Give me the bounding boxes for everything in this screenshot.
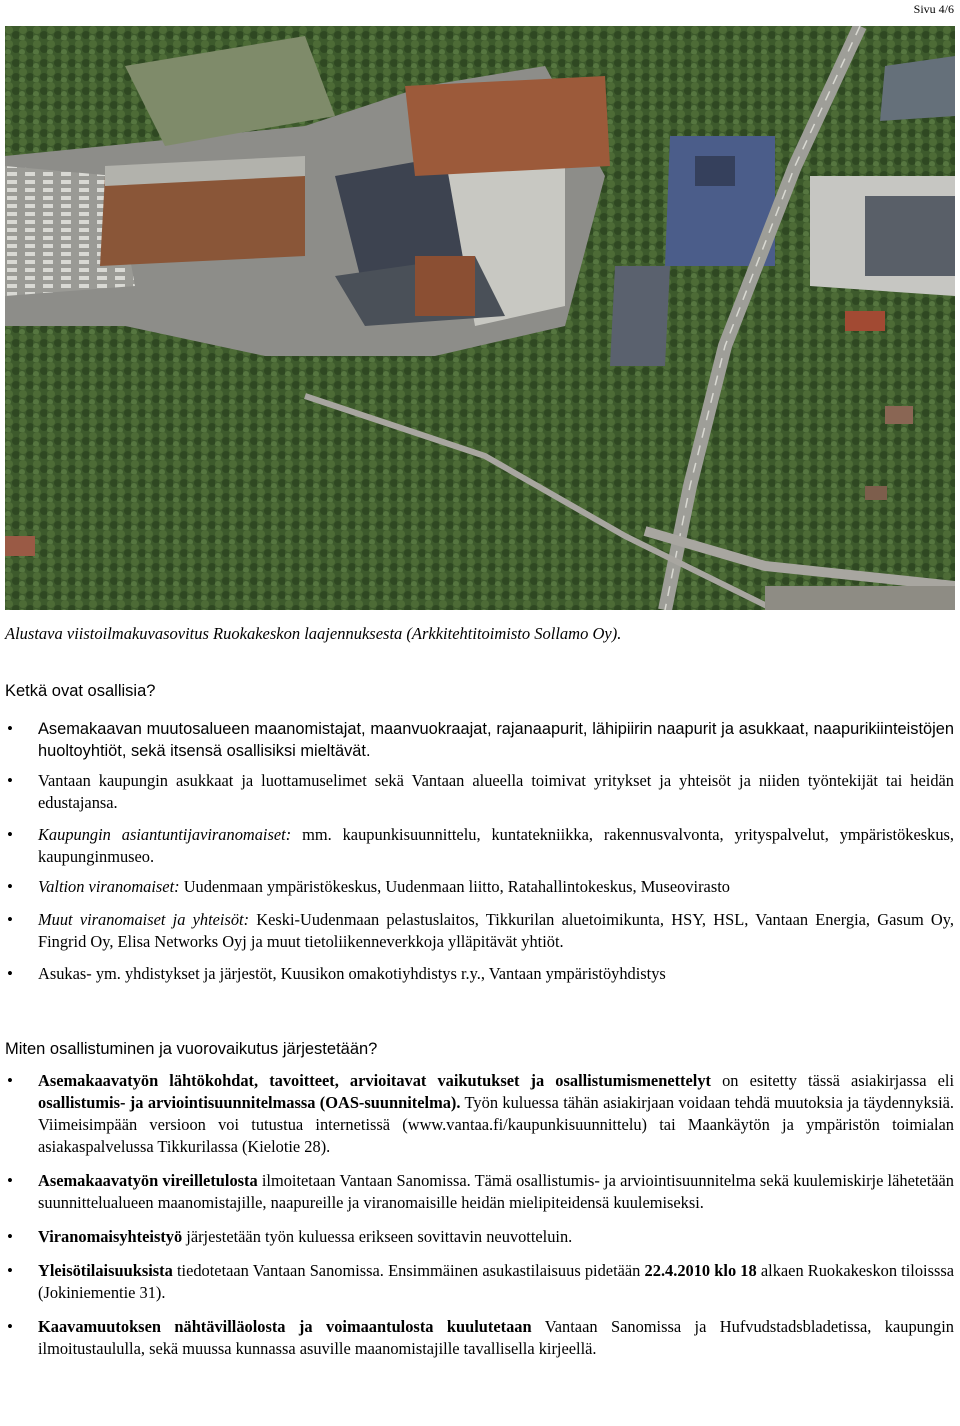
list-item xyxy=(0,876,954,898)
item-bold: Yleisötilaisuuksista xyxy=(38,1261,173,1280)
list-item xyxy=(0,770,954,814)
list-item xyxy=(0,963,954,985)
page-number: Sivu 4/6 xyxy=(913,2,954,16)
item-text: Vantaan kaupungin asukkaat ja luottamuselimet sekä Vantaan alueella toimivat yritykset ja yhteisöt ja niiden työntekijät tai heidän edustajansa. xyxy=(38,771,954,812)
item-bold: Asemakaavatyön vireilletulosta xyxy=(38,1171,258,1190)
list-item xyxy=(0,1226,954,1248)
list-item xyxy=(0,1260,954,1304)
item-text: Vantaan Sanomissa ja Hufvudstadsbladetissa, kaupungin ilmoitustaululla, sekä muussa kunnassa asuville maanomistajille tavallisella kirjeellä. xyxy=(38,1317,955,1358)
list-item xyxy=(0,1316,954,1360)
section-heading-participation: Miten osallistuminen ja vuorovaikutus järjestetään? xyxy=(5,1040,378,1058)
item-bold: Kaavamuutoksen nähtävilläolosta ja voimaantulosta kuulutetaan xyxy=(38,1317,532,1336)
item-lead: Muut viranomaiset ja yhteisöt: xyxy=(38,910,250,929)
list-item xyxy=(0,1070,954,1158)
item-text: järjestetään työn kuluessa erikseen sovittavin neuvotteluin. xyxy=(182,1227,573,1246)
item-text: Asukas- ym. yhdistykset ja järjestöt, Kuusikon omakotiyhdistys r.y., Vantaan ympäristöyhdistys xyxy=(38,964,666,983)
item-text: ilmoitetaan Vantaan Sanomissa. Tämä osallistumis- ja arviointisuunnitelma sekä kuulemiskirje lähetetään suunnittelualueen maanomistajille, naapureille ja viranomaisille heidän mielipiteidensä kuulemiseksi. xyxy=(38,1171,954,1212)
list-item xyxy=(0,824,954,868)
item-text: mm. kaupunkisuunnittelu, kuntatekniikka, rakennusvalvonta, yrityspalvelut, ympäristökeskus, kaupunginmuseo. xyxy=(38,825,954,866)
item-bold: 22.4.2010 klo 18 xyxy=(644,1261,757,1280)
item-text: Työn kuluessa tähän asiakirjaan voidaan tehdä muutoksia ja täydennyksiä. Viimeisimpään versioon voi tutustua internetissä (www.vantaa.fi/kaupunkisuunnittelu) tai Maankäytön ja ympäristön toimialan asiakaspalvelussa Tikkurilassa (Kielotie 28). xyxy=(38,1093,954,1156)
item-lead: Valtion viranomaiset: xyxy=(38,877,180,896)
section-heading-participants: Ketkä ovat osallisia? xyxy=(5,682,156,700)
list-item xyxy=(0,718,954,762)
item-text: Uudenmaan ympäristökeskus, Uudenmaan liitto, Ratahallintokeskus, Museovirasto xyxy=(179,877,730,896)
item-text: Keski-Uudenmaan pelastuslaitos, Tikkurilan aluetoimikunta, HSY, HSL, Vantaan Energia, Gasum Oy, Fingrid Oy, Elisa Networks Oyj ja muut tietoliikenneverkkoja ylläpitävät yhtiöt. xyxy=(38,910,954,951)
participants-list xyxy=(0,718,954,985)
item-text: Asemakaavan muutosalueen maanomistajat, maanvuokraajat, rajanaapurit, lähipiirin naapurit ja asukkaat, naapurikiinteistöjen huoltoyhtiöt, sekä itsensä osallisiksi mieltävät. xyxy=(38,720,954,760)
participation-list xyxy=(0,1070,954,1360)
list-item xyxy=(0,1170,954,1214)
item-text: on esitetty tässä asiakirjassa eli xyxy=(711,1071,954,1090)
item-bold: Asemakaavatyön lähtökohdat, tavoitteet, arvioitavat vaikutukset ja osallistumismenettelyt xyxy=(38,1071,711,1090)
item-bold: osallistumis- ja arviointisuunnitelmassa (OAS-suunnitelma). xyxy=(38,1093,461,1112)
item-text: tiedotetaan Vantaan Sanomissa. Ensimmäinen asukastilaisuus pidetään xyxy=(172,1261,645,1280)
item-bold: Viranomaisyhteistyö xyxy=(38,1227,183,1246)
item-text: alkaen Ruokakeskon tiloisssa (Jokiniementie 31). xyxy=(38,1261,955,1302)
list-item xyxy=(0,909,954,953)
item-lead: Kaupungin asiantuntijaviranomaiset: xyxy=(38,825,292,844)
figure-caption: Alustava viistoilmakuvasovitus Ruokakeskon laajennuksesta (Arkkitehtitoimisto Sollamo Oy). xyxy=(5,624,622,643)
aerial-photo xyxy=(5,26,955,610)
